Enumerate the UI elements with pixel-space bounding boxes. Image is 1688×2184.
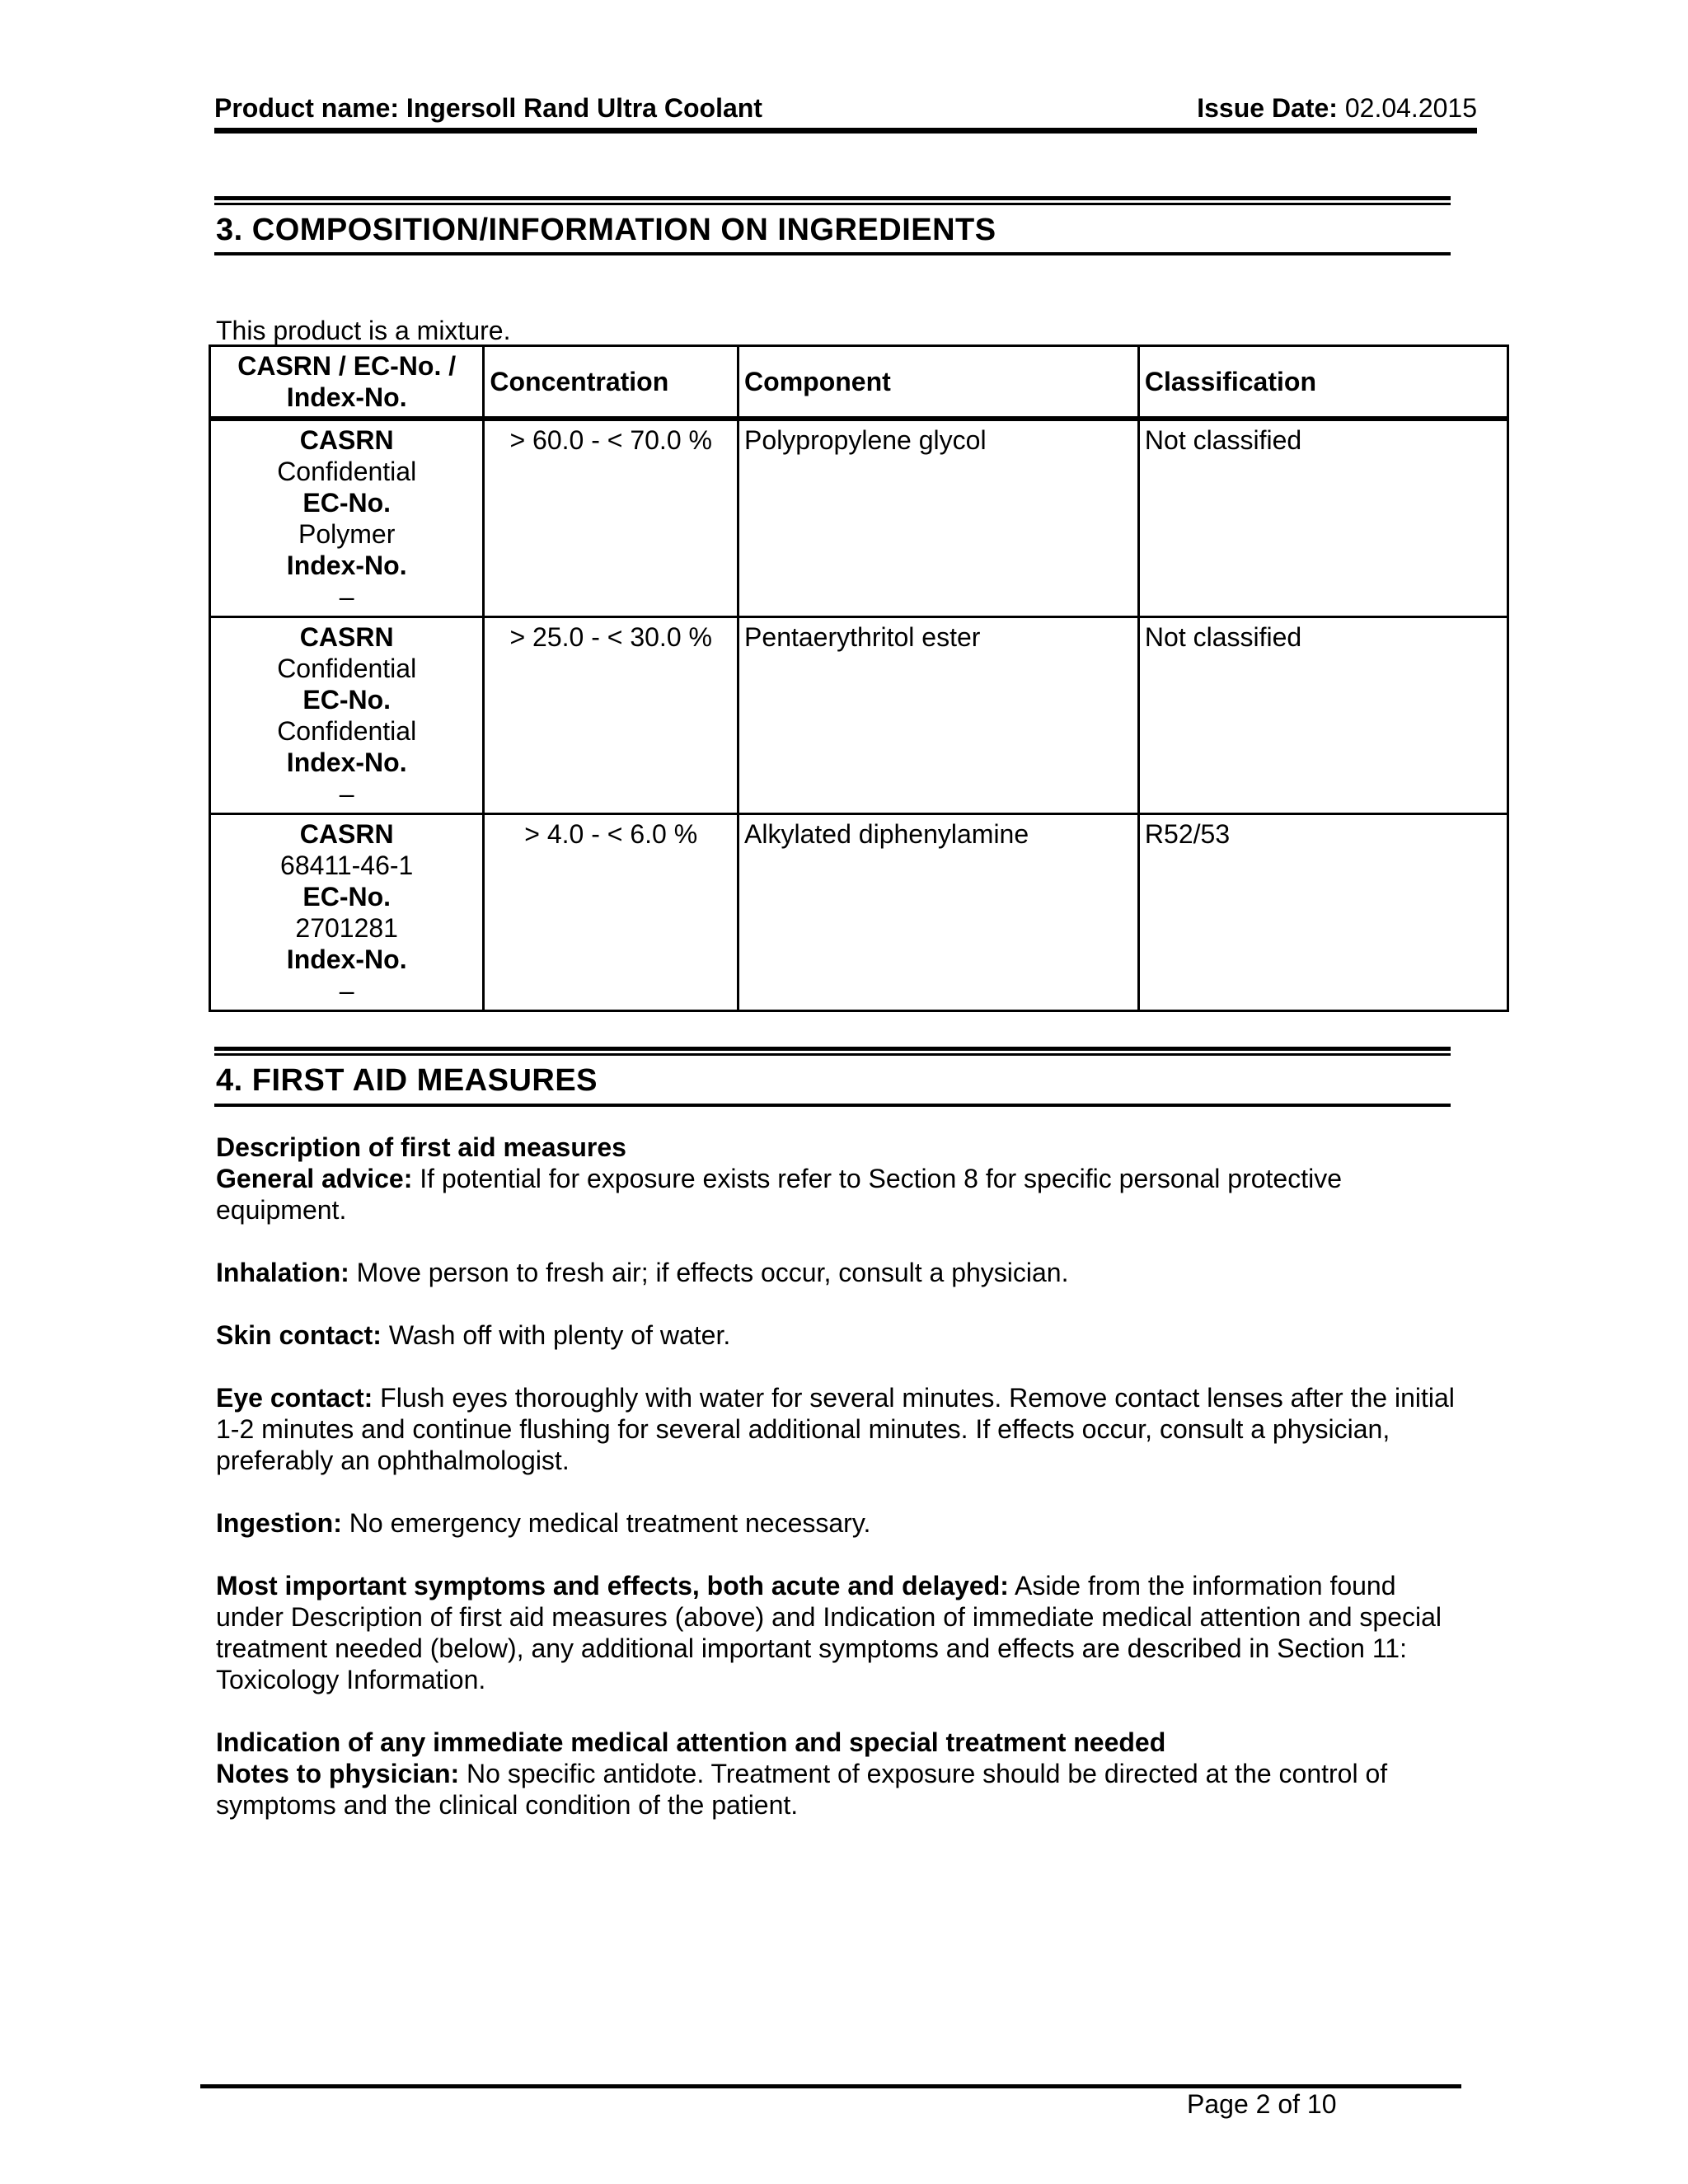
index-value: – [339,976,354,1005]
table-header-row [210,346,1508,419]
notes-to-physician [216,1758,1469,1821]
header-concentration: Concentration [484,346,738,419]
skin-contact-text: Wash off with plenty of water. [381,1320,731,1350]
identifier-cell [210,617,484,814]
ingestion-paragraph [216,1507,1469,1539]
header-component: Component [738,346,1139,419]
concentration-cell: > 60.0 - < 70.0 % [484,419,738,617]
section3-top-rule-thin [214,203,1451,205]
index-label: Index-No. [286,944,407,974]
ec-label: EC-No. [302,882,392,912]
symptoms-paragraph [216,1570,1469,1695]
description-heading: Description of first aid measures [216,1132,626,1162]
header-id-line2: Index-No. [286,382,407,412]
eye-contact-text: Flush eyes thoroughly with water for several minutes. Remove contact lenses after the initial 1-2 minutes and continue flushing for several additional minutes. If effects occur, consult a physician, preferably an ophthalmologist. [216,1383,1455,1475]
section4-top-rule [214,1047,1451,1051]
skin-contact-label: Skin contact: [216,1320,382,1350]
inhalation-text: Move person to fresh air; if effects occur, consult a physician. [349,1258,1069,1287]
section3-top-rule [214,196,1451,200]
index-label: Index-No. [286,551,407,580]
issue-date-label: Issue Date: [1197,93,1338,123]
section4-top-rule-thin [214,1053,1451,1056]
footer-rule [200,2084,1461,2088]
issue-date: 02.04.2015 [1344,93,1477,123]
skin-contact-paragraph [216,1319,1469,1351]
casrn-value: Confidential [277,457,417,486]
header-classification: Classification [1138,346,1507,419]
identifier-cell [210,419,484,617]
section4-underline [214,1104,1451,1107]
index-label: Index-No. [286,748,407,777]
ingestion-label: Ingestion: [216,1508,342,1538]
issue-date-block [1197,93,1477,124]
ec-label: EC-No. [302,685,392,715]
index-value: – [339,779,354,808]
concentration-cell: > 4.0 - < 6.0 % [484,814,738,1011]
classification-cell: Not classified [1138,617,1507,814]
index-value: – [339,582,354,612]
composition-table [209,344,1509,1012]
eye-contact-label: Eye contact: [216,1383,373,1413]
section3-title: 3. COMPOSITION/INFORMATION ON INGREDIENTS [216,213,996,247]
table-row [210,617,1508,814]
symptoms-text: Aside from the information found under Description of first aid measures (above) and Indication of immediate medical attention and special treatment needed (below), any additional important symptoms and effects are described in Section 11: Toxicology Information. [216,1571,1442,1694]
ec-label: EC-No. [302,488,392,518]
indication-heading: Indication of any immediate medical attention and special treatment needed [216,1727,1166,1757]
casrn-label: CASRN [299,425,394,455]
inhalation-label: Inhalation: [216,1258,349,1287]
mixture-note: This product is a mixture. [216,316,511,345]
ec-value: 2701281 [295,913,398,943]
page-header [214,93,1477,129]
first-aid-description [216,1132,1469,1226]
casrn-label: CASRN [299,819,394,849]
classification-cell: R52/53 [1138,814,1507,1011]
page-number: Page 2 of 10 [1187,2089,1337,2119]
component-cell: Pentaerythritol ester [738,617,1139,814]
inhalation-paragraph [216,1257,1469,1288]
casrn-label: CASRN [299,622,394,652]
section4-title: 4. FIRST AID MEASURES [216,1063,598,1098]
table-row [210,814,1508,1011]
product-name: Product name: Ingersoll Rand Ultra Coolant [214,93,762,123]
header-id-line1: CASRN / EC-No. / [237,351,457,381]
concentration-cell: > 25.0 - < 30.0 % [484,617,738,814]
notes-label: Notes to physician: [216,1759,460,1788]
ec-value: Confidential [277,716,417,746]
general-advice [216,1163,1469,1226]
general-advice-label: General advice: [216,1164,413,1193]
casrn-value: Confidential [277,654,417,683]
ec-value: Polymer [298,519,396,549]
header-rule [214,128,1477,134]
general-advice-text: If potential for exposure exists refer to Section 8 for specific personal protective equipment. [216,1164,1343,1225]
section3-underline [214,252,1451,255]
component-cell: Alkylated diphenylamine [738,814,1139,1011]
casrn-value: 68411-46-1 [280,851,414,880]
header-id [210,346,484,419]
component-cell: Polypropylene glycol [738,419,1139,617]
eye-contact-paragraph [216,1382,1469,1476]
classification-cell: Not classified [1138,419,1507,617]
indication-paragraph [216,1727,1469,1821]
symptoms-label: Most important symptoms and effects, both acute and delayed: [216,1571,1009,1601]
notes-text: No specific antidote. Treatment of exposure should be directed at the control of symptoms and the clinical condition of the patient. [216,1759,1388,1820]
table-row [210,419,1508,617]
identifier-cell [210,814,484,1011]
ingestion-text: No emergency medical treatment necessary. [341,1508,871,1538]
